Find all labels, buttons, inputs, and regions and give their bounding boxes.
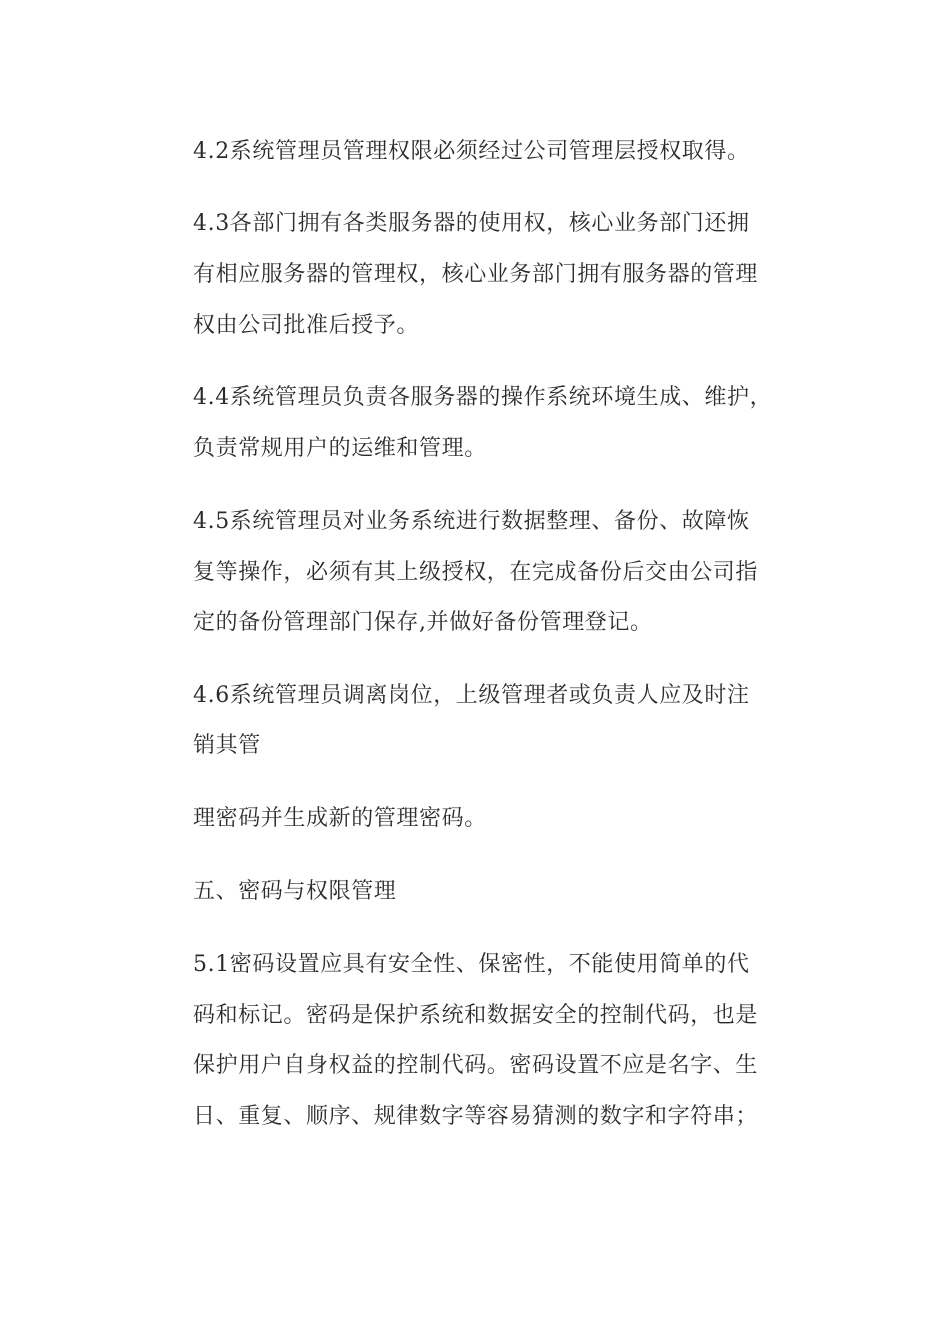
text-line-5-1-a: 5.1密码设置应具有安全性、保密性，不能使用简单的代 <box>193 952 750 977</box>
text-line-4-5-b: 复等操作，必须有其上级授权，在完成备份后交由公司指 <box>193 560 759 585</box>
text-line-4-4-a: 4.4系统管理员负责各服务器的操作系统环境生成、维护， <box>193 385 773 410</box>
text-line-5-1-c: 保护用户自身权益的控制代码。密码设置不应是名字、生 <box>193 1053 759 1078</box>
text-line-4-3-c: 权由公司批准后授予。 <box>193 313 420 338</box>
section-heading-5: 五、密码与权限管理 <box>193 879 397 904</box>
text-line-4-6-a: 4.6系统管理员调离岗位，上级管理者或负责人应及时注 <box>193 683 750 708</box>
text-line-4-5-a: 4.5系统管理员对业务系统进行数据整理、备份、故障恢 <box>193 509 750 534</box>
text-line-4-4-b: 负责常规用户的运维和管理。 <box>193 436 487 461</box>
text-line-4-3-a: 4.3各部门拥有各类服务器的使用权，核心业务部门还拥 <box>193 211 750 236</box>
text-line-4-6-b: 销其管 <box>193 733 261 758</box>
text-line-4-6-c: 理密码并生成新的管理密码。 <box>193 806 487 831</box>
text-line-5-1-d: 日、重复、顺序、规律数字等容易猜测的数字和字符串； <box>193 1104 759 1129</box>
text-line-4-2: 4.2系统管理员管理权限必须经过公司管理层授权取得。 <box>193 139 750 164</box>
text-line-4-5-c: 定的备份管理部门保存,并做好备份管理登记。 <box>193 610 653 635</box>
text-line-4-3-b: 有相应服务器的管理权，核心业务部门拥有服务器的管理 <box>193 262 759 287</box>
text-line-5-1-b: 码和标记。密码是保护系统和数据安全的控制代码，也是 <box>193 1003 759 1028</box>
